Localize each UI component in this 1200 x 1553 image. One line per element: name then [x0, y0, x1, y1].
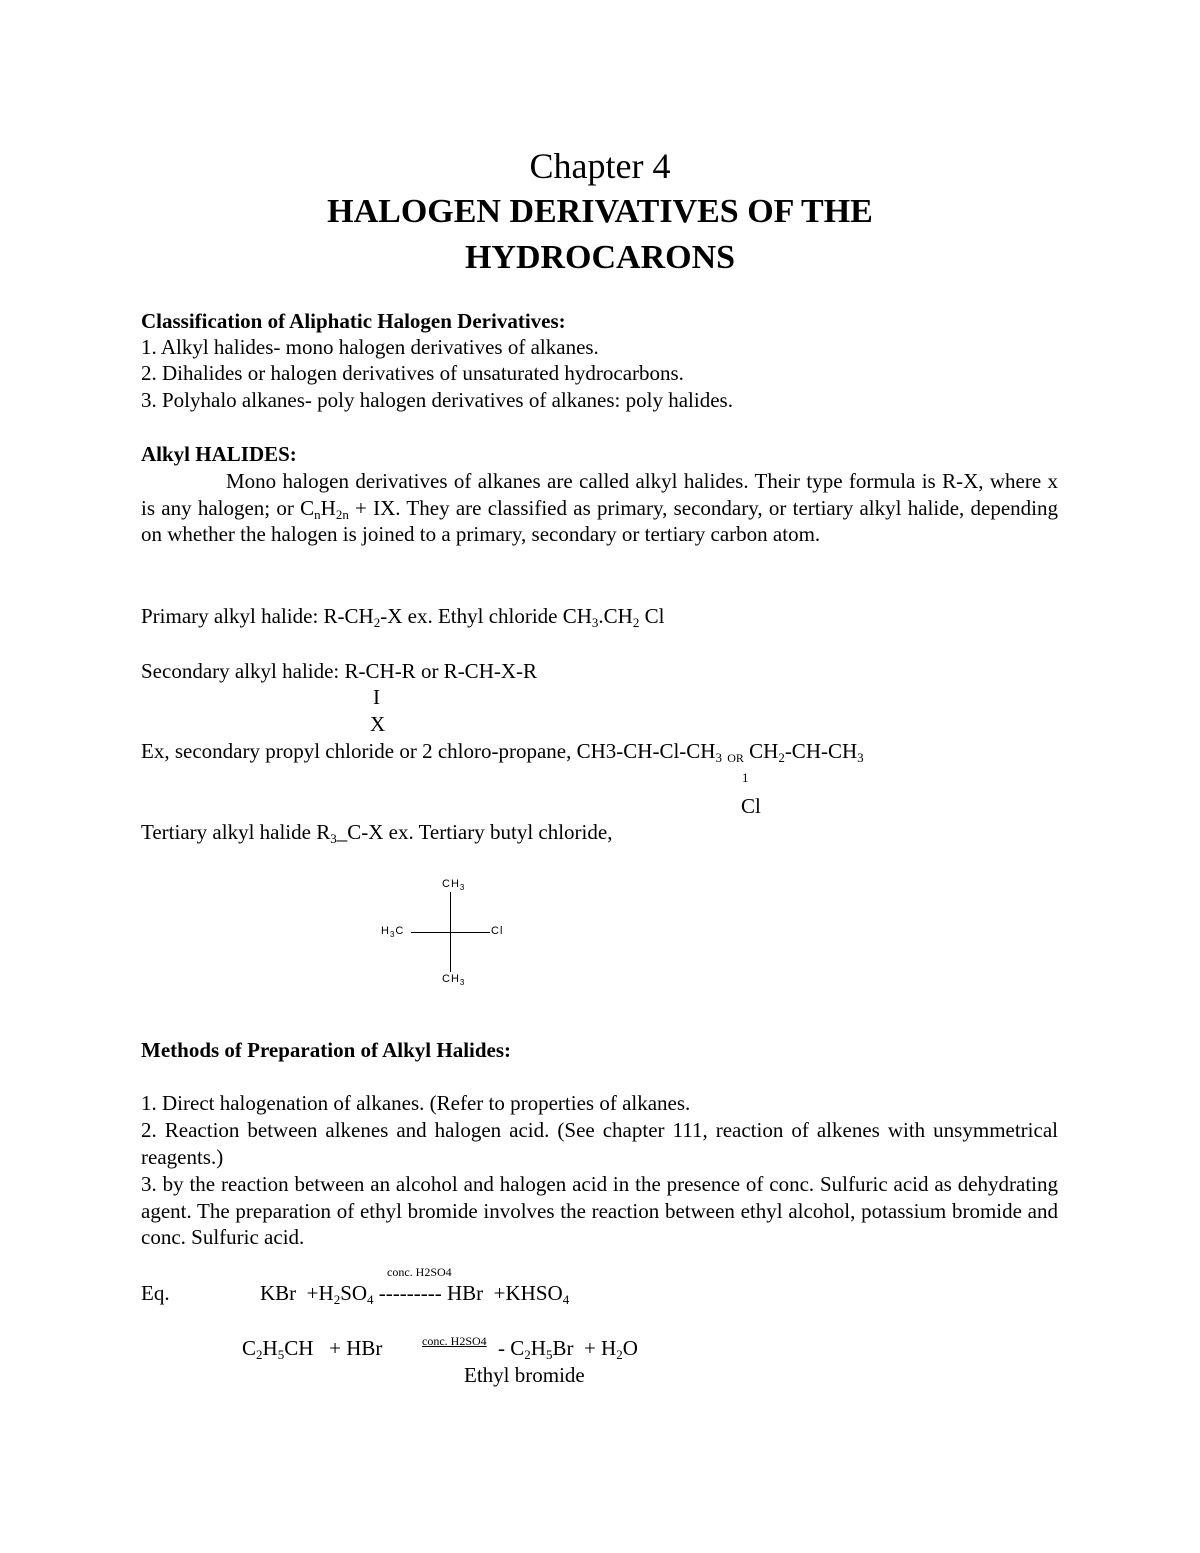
chapter-title-line1: HALOGEN DERIVATIVES OF THE	[327, 193, 873, 230]
methods-heading: Methods of Preparation of Alkyl Halides:	[141, 1038, 512, 1062]
methods-item-3: 3. by the reaction between an alcohol and halogen acid in the presence of conc. Sulfuric acid as dehydrating agent. The preparation of ethyl bromide involves the reaction between ethyl alcohol, potassium bromide and conc. Sulfuric acid.	[141, 1172, 1058, 1250]
alkyl-halides-paragraph: Mono halogen derivatives of alkanes are called alkyl halides. Their type formula is R-X, where x is any halogen; or $C_nH_{2n}$ + IX. They are classified as primary, secondary, or tertiary alkyl halide, depending on whether the halogen is joined to a primary, secondary or tertiary carbon atom.	[141, 469, 1059, 547]
equation1-label: Eq.	[141, 1281, 170, 1305]
structure-left-h3c: $H_3C$	[381, 925, 405, 939]
chapter-label: Chapter 4	[529, 146, 671, 186]
methods-item-2: 2. Reaction between alkenes and halogen acid. (See chapter 111, reaction of alkenes with unsymmetrical reagents.)	[141, 1118, 1058, 1169]
secondary-example: Ex, secondary propyl chloride or 2 chloro-propane, $CH3-CH-Cl-CH_3$ $_{OR}$ $CH_2-CH-CH_3$	[141, 739, 864, 765]
secondary-halogen-x: X	[370, 712, 386, 736]
equation1: KBr $+H_2SO_4$ --------- HBr $+KHSO_4$	[260, 1281, 570, 1307]
equation1-condition: conc. H2SO4	[387, 1265, 452, 1279]
structure-bottom-ch3: $CH_3$	[442, 973, 466, 987]
structure-top-ch3: $CH_3$	[442, 878, 466, 892]
horizontal-bond	[411, 932, 490, 933]
classification-item-1: 1. Alkyl halides- mono halogen derivatives of alkanes.	[141, 335, 599, 359]
equation2-condition: conc. H2SO4	[422, 1334, 487, 1348]
equation2-products: - $C_2H_5Br + H_2O$	[498, 1336, 638, 1362]
structure-right-cl: Cl	[491, 925, 504, 937]
alkyl-halides-heading: Alkyl HALIDES:	[141, 442, 297, 466]
primary-alkyl-halide: Primary alkyl halide: $R-CH_2-X$ ex. Ethyl chloride $CH_3.CH_2$ Cl	[141, 604, 665, 630]
classification-item-2: 2. Dihalides or halogen derivatives of unsaturated hydrocarbons.	[141, 361, 684, 385]
chapter-title-line2: HYDROCARONS	[464, 239, 736, 276]
example-bond-mark: 1	[742, 770, 749, 785]
classification-item-3: 3. Polyhalo alkanes- poly halogen derivatives of alkanes: poly halides.	[141, 388, 733, 412]
methods-item-1: 1. Direct halogenation of alkanes. (Refer to properties of alkanes.	[141, 1091, 691, 1115]
secondary-alkyl-halide: Secondary alkyl halide: R-CH-R or R-CH-X-R	[141, 659, 538, 683]
product-name: Ethyl bromide	[464, 1363, 585, 1387]
secondary-bond-mark: I	[373, 685, 380, 709]
tertiary-alkyl-halide: Tertiary alkyl halide $R_3\_C-X$ ex. Tertiary butyl chloride,	[141, 820, 613, 846]
tertiary-butyl-chloride-structure	[370, 872, 520, 992]
equation2: $C_2H_5CH$ + HBr	[242, 1336, 383, 1362]
example-chlorine: Cl	[741, 794, 761, 818]
classification-heading: Classification of Aliphatic Halogen Derivatives:	[141, 309, 566, 333]
